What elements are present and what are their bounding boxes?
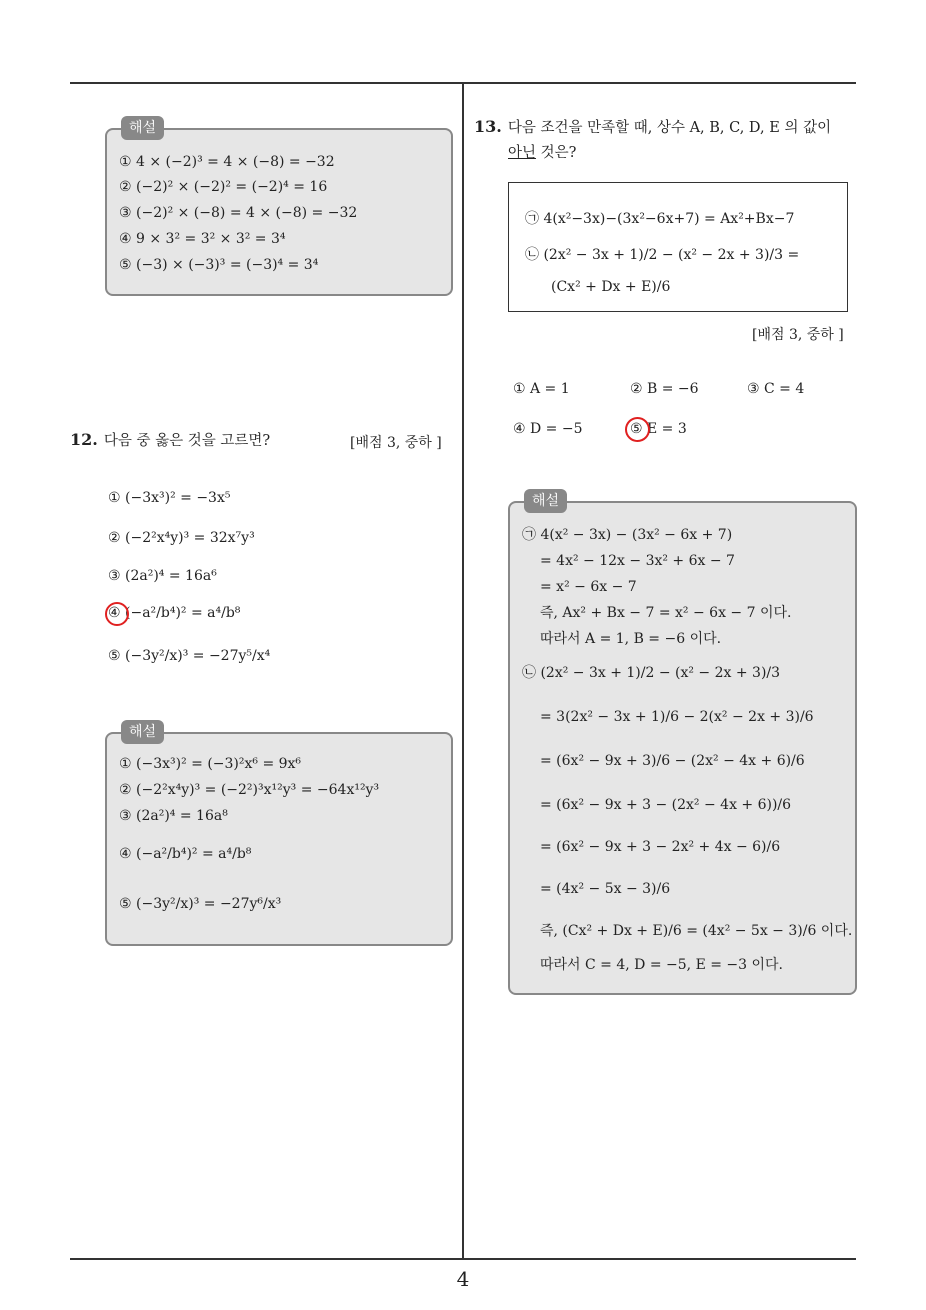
solution-box-13 <box>508 493 857 995</box>
question-text: 것은? <box>536 145 577 161</box>
question-number: 12. <box>70 430 98 449</box>
q13-choice-5[interactable]: ⑤ E = 3 <box>630 421 687 437</box>
q13-choice-1[interactable]: ① A = 1 <box>513 381 570 397</box>
solution-line: ④ (−a²/b⁴)² = a⁴/b⁸ <box>119 846 252 862</box>
q13-choice-3[interactable]: ③ C = 4 <box>747 381 805 397</box>
question-12-title <box>70 430 270 451</box>
question-13-score: [배점 3, 중하 ] <box>752 327 844 343</box>
solution-line: 따라서 C = 4, D = −5, E = −3 이다. <box>540 957 784 973</box>
solution-line: ㉠ 4(x² − 3x) − (3x² − 6x + 7) <box>522 527 733 543</box>
solution-tag: 해설 <box>524 489 567 513</box>
solution-box-11 <box>105 120 453 296</box>
solution-line: ⑤ (−3) × (−3)³ = (−3)⁴ = 3⁴ <box>119 257 319 273</box>
solution-line: = (6x² − 9x + 3 − (2x² − 4x + 6))/6 <box>540 797 792 813</box>
q12-choice-4[interactable]: ④ (−a²/b⁴)² = a⁴/b⁸ <box>108 605 241 621</box>
solution-box-12 <box>105 724 453 946</box>
solution-line: 따라서 A = 1, B = −6 이다. <box>540 631 722 647</box>
solution-line: ④ 9 × 3² = 3² × 3² = 3⁴ <box>119 231 286 247</box>
answer-mark-circle <box>105 602 129 626</box>
solution-line: = x² − 6x − 7 <box>540 579 637 595</box>
solution-line: ② (−2²x⁴y)³ = (−2²)³x¹²y³ = −64x¹²y³ <box>119 782 380 798</box>
question-13-title-line2 <box>508 143 576 163</box>
question-number: 13. <box>474 117 502 136</box>
q13-choice-2[interactable]: ② B = −6 <box>630 381 699 397</box>
condition-2: ㉡ (2x² − 3x + 1)/2 − (x² − 2x + 3)/3 = <box>525 247 800 263</box>
solution-line: = (4x² − 5x − 3)/6 <box>540 881 671 897</box>
q12-choice-2[interactable]: ② (−2²x⁴y)³ = 32x⁷y³ <box>108 530 255 546</box>
q12-choice-5[interactable]: ⑤ (−3y²/x)³ = −27y⁵/x⁴ <box>108 648 271 664</box>
condition-2-rhs: (Cx² + Dx + E)/6 <box>551 279 671 295</box>
solution-line: = (6x² − 9x + 3)/6 − (2x² − 4x + 6)/6 <box>540 753 805 769</box>
solution-line: ③ (2a²)⁴ = 16a⁸ <box>119 808 228 824</box>
solution-line: = 3(2x² − 3x + 1)/6 − 2(x² − 2x + 3)/6 <box>540 709 814 725</box>
solution-line: = 4x² − 12x − 3x² + 6x − 7 <box>540 553 735 569</box>
q12-choice-1[interactable]: ① (−3x³)² = −3x⁵ <box>108 490 231 506</box>
q12-choice-3[interactable]: ③ (2a²)⁴ = 16a⁶ <box>108 568 217 584</box>
solution-line: ① (−3x³)² = (−3)²x⁶ = 9x⁶ <box>119 756 302 772</box>
question-12-score: [배점 3, 중하 ] <box>350 435 442 451</box>
question-13-title <box>474 117 831 138</box>
condition-box <box>508 182 848 312</box>
underlined-word: 아닌 <box>508 145 537 161</box>
solution-line: 즉, Ax² + Bx − 7 = x² − 6x − 7 이다. <box>540 605 792 621</box>
solution-line: ㉡ (2x² − 3x + 1)/2 − (x² − 2x + 3)/3 <box>522 665 781 681</box>
question-text: 다음 중 옳은 것을 고르면? <box>103 433 271 449</box>
page-number: 4 <box>456 1267 470 1291</box>
solution-line: ⑤ (−3y²/x)³ = −27y⁶/x³ <box>119 896 282 912</box>
solution-tag: 해설 <box>121 720 164 744</box>
solution-line: ① 4 × (−2)³ = 4 × (−8) = −32 <box>119 154 335 170</box>
question-text: 다음 조건을 만족할 때, 상수 A, B, C, D, E 의 값이 <box>507 120 832 136</box>
answer-mark-circle <box>625 417 650 442</box>
solution-line: 즉, (Cx² + Dx + E)/6 = (4x² − 5x − 3)/6 이다. <box>540 923 853 939</box>
column-divider <box>462 83 464 1258</box>
solution-line: ② (−2)² × (−2)² = (−2)⁴ = 16 <box>119 179 328 195</box>
footer-rule <box>70 1258 856 1260</box>
solution-line: = (6x² − 9x + 3 − 2x² + 4x − 6)/6 <box>540 839 781 855</box>
solution-tag: 해설 <box>121 116 164 140</box>
condition-1: ㉠ 4(x²−3x)−(3x²−6x+7) = Ax²+Bx−7 <box>525 211 795 227</box>
solution-line: ③ (−2)² × (−8) = 4 × (−8) = −32 <box>119 205 358 221</box>
q13-choice-4[interactable]: ④ D = −5 <box>513 421 583 437</box>
